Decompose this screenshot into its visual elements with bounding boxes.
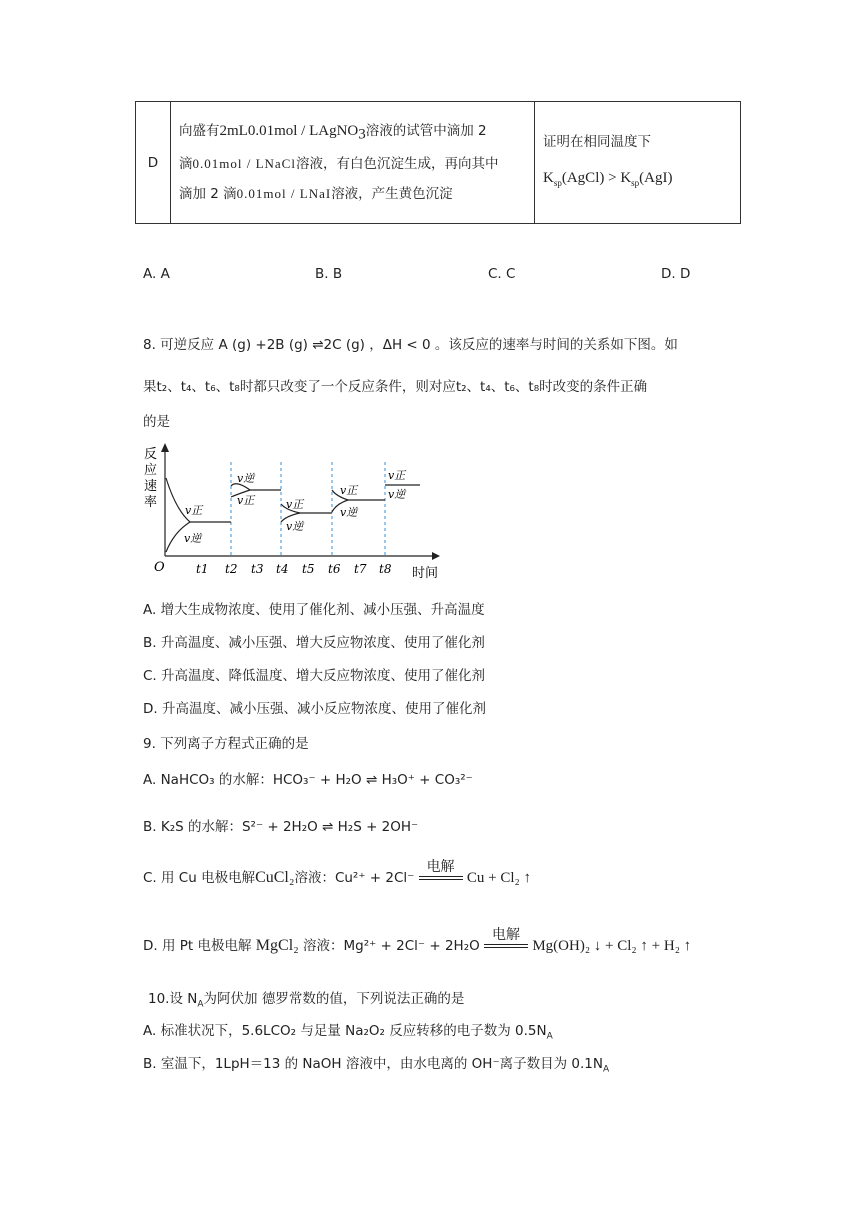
q8-option-b[interactable]: B. 升高温度、减小压强、增大反应物浓度、使用了催化剂 [143,635,485,651]
ylabel-1: 反 [144,447,158,462]
q8-option-c[interactable]: C. 升高温度、降低温度、增大反应物浓度、使用了催化剂 [143,668,486,684]
tick-t7: t7 [354,562,367,576]
y-axis-arrow [161,443,169,452]
v-reverse-label-4: v逆 [340,506,358,519]
electrolysis-arrow-c: 电解 [419,876,463,884]
q8-stem-line-1: 8. 可逆反应 A (g) +2B (g) ⇌2C (g) ，ΔH < 0 。该反应的速率与时间的关系如下图。如 [143,337,678,353]
ylabel-2: 应 [144,463,158,478]
purpose-line-2: $K_{sp}(AgCl) > K_{sp}(AgI)$ [543,170,673,188]
operation-cell [171,102,535,224]
tick-t4: t4 [276,562,289,576]
v-forward-label-4: v正 [340,484,358,497]
v-reverse-label-2: v逆 [237,472,255,485]
q8-stem-line-2: 果t₂、t₄、t₆、t₈时都只改变了一个反应条件，则对应t₂、t₄、t₆、t₈时改变的条件正确 [143,379,648,395]
origin-label: O [154,560,165,575]
tick-t8: t8 [379,562,392,576]
q8-option-a[interactable]: A. 增大生成物浓度、使用了催化剂、减小压强、升高温度 [143,602,485,618]
ylabel-3: 速 [144,479,158,494]
q7-choice-c[interactable]: C. C [488,266,516,282]
tick-t6: t6 [328,562,341,576]
tick-t2: t2 [225,562,238,576]
q8-stem-line-3: 的是 [143,414,170,430]
q7-choice-a[interactable]: A. A [143,266,170,282]
q9-option-c[interactable]: C. 用 Cu 电极电解CuCl₂溶液：Cu²⁺ + 2Cl⁻ 电解 Cu + Cl₂ ↑ [143,859,531,886]
v-reverse-label-3: v逆 [286,520,304,533]
q10-title: 10.设 $N_A$为阿伏加 德罗常数的值，下列说法正确的是 [148,991,465,1010]
x-axis-arrow [432,552,440,560]
rate-time-diagram [140,440,450,585]
tick-t5: t5 [302,562,315,576]
tick-t1: t1 [196,562,209,576]
row-label: D [136,102,171,224]
q7-choice-b[interactable]: B. B [315,266,343,282]
xlabel: 时间 [412,566,439,581]
q9-option-b[interactable]: B. K₂S 的水解：S²⁻ + 2H₂O ⇌ H₂S + 2OH⁻ [143,819,419,835]
operation-line-1: 向盛有2mL0.01mol / LAgNO$_3$溶液的试管中滴加 2 [179,122,487,143]
purpose-line-1: 证明在相同温度下 [543,134,651,150]
q9-title: 9. 下列离子方程式正确的是 [143,736,309,752]
electrolysis-arrow-d: 电解 [484,944,528,952]
q9-option-a[interactable]: A. NaHCO₃ 的水解：HCO₃⁻ + H₂O ⇌ H₃O⁺ + CO₃²⁻ [143,772,473,788]
v-forward-label-2: v正 [237,494,255,507]
q10-option-a[interactable]: A. 标准状况下，5.6LCO₂ 与足量 Na₂O₂ 反应转移的电子数为 $0.5N_A$ [143,1023,553,1042]
q10-option-b[interactable]: B. 室温下，1LpH＝13 的 NaOH 溶液中，由水电离的 OH⁻离子数目为 $0.1N_A$ [143,1056,610,1075]
q8-option-d[interactable]: D. 升高温度、减小压强、减小反应物浓度、使用了催化剂 [143,701,486,717]
operation-line-3: 滴加 2 滴0.01mol / LNaI溶液，产生黄色沉淀 [179,186,453,203]
tick-t3: t3 [251,562,264,576]
operation-line-2: 滴0.01mol / LNaCl溶液，有白色沉淀生成，再向其中 [179,156,499,173]
v-forward-label-3: v正 [286,498,304,511]
q9-option-d[interactable]: D. 用 Pt 电极电解 MgCl₂ 溶液：Mg²⁺ + 2Cl⁻ + 2H₂O 电解 Mg(OH)₂ ↓ + Cl₂ ↑ + H₂ ↑ [143,927,692,954]
purpose-cell [535,102,741,224]
q7-choice-d[interactable]: D. D [661,266,691,282]
v-reverse-label-5: v逆 [388,488,406,501]
ylabel-4: 率 [144,495,158,510]
v-reverse-label-1: v逆 [184,532,202,545]
answer-table-row-d [135,101,741,224]
v-forward-label-1: v正 [185,504,203,517]
v-forward-label-5: v正 [388,469,406,482]
